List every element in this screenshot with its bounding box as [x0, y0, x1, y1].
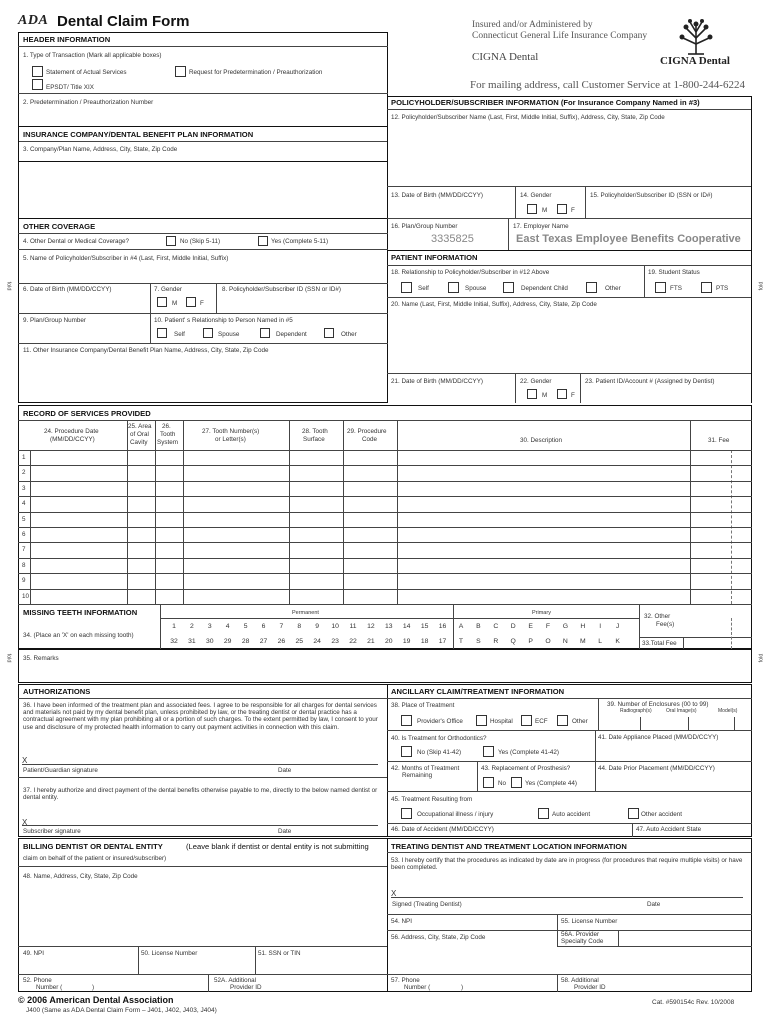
appliance-date-label: 41. Date Appliance Placed (MM/DD/CCYY): [598, 734, 719, 741]
edge-mark-right-1: fold: [758, 281, 765, 291]
col-24-header-sub: (MM/DD/CCYY): [50, 436, 95, 443]
permanent-tooth[interactable]: 8: [297, 623, 302, 630]
gender-22-f: F: [571, 392, 575, 399]
permanent-tooth[interactable]: 32: [170, 638, 178, 645]
patient-relationship-5-label: 10. Patient' s Relationship to Person Named in #5: [154, 317, 293, 324]
total-fee-label: 33.Total Fee: [642, 640, 677, 647]
occupational-label: Occupational illness / injury: [417, 811, 494, 818]
gender-14-f-checkbox[interactable]: [557, 204, 567, 214]
subscriber-date-label: Date: [278, 828, 292, 835]
ortho-yes-checkbox[interactable]: [483, 746, 494, 757]
subscriber-id-15-label: 15. Policyholder/Subscriber ID (SSN or ID#): [590, 192, 713, 199]
primary-tooth[interactable]: R: [493, 638, 499, 645]
policyholder-name-label: 12. Policyholder/Subscriber Name (Last, First, Middle Initial, Suffix), Address, City, State, Zip Code: [391, 114, 665, 121]
cigna-logo-text: CIGNA Dental: [660, 55, 730, 67]
rel5-other-checkbox[interactable]: [324, 328, 334, 338]
service-row-number: 3: [22, 484, 26, 492]
primary-tooth[interactable]: L: [598, 638, 603, 645]
col-24-header: 24. Procedure Date: [44, 428, 99, 435]
policyholder-title: POLICYHOLDER/SUBSCRIBER INFORMATION (For Insurance Company Named in #3): [391, 98, 700, 107]
rel5-spouse: Spouse: [218, 331, 240, 338]
insurance-title: INSURANCE COMPANY/DENTAL BENEFIT PLAN INFORMATION: [23, 130, 254, 139]
service-row-number: 5: [22, 515, 26, 523]
permanent-tooth[interactable]: 14: [402, 623, 411, 630]
service-row[interactable]: [30, 590, 750, 603]
epsdt-checkbox[interactable]: [32, 79, 43, 90]
treating-additional-id-label: 58. Additional: [561, 977, 599, 984]
col-31-header: 31. Fee: [708, 437, 730, 444]
primary-label: Primary: [532, 610, 551, 616]
other-gender-m-checkbox[interactable]: [157, 297, 167, 307]
col-29-header: 29. Procedure: [347, 428, 387, 435]
other-coverage-yes-label: Yes (Complete 5-11): [271, 238, 329, 245]
billing-name-label: 48. Name, Address, City, State, Zip Code: [23, 873, 138, 880]
other-place-checkbox[interactable]: [557, 715, 568, 726]
primary-tooth[interactable]: G: [562, 623, 569, 630]
gender-22-f-checkbox[interactable]: [557, 389, 567, 399]
gender-14-label: 14. Gender: [520, 192, 552, 199]
ancillary-title: ANCILLARY CLAIM/TREATMENT INFORMATION: [391, 687, 565, 696]
primary-tooth[interactable]: H: [580, 623, 586, 630]
specialty-code-label: 56A. Provider: [561, 931, 600, 938]
col-26-header-2: Tooth: [160, 431, 176, 438]
rel18-self: Self: [418, 285, 429, 292]
billing-additional-id-label: 52A. Additional: [214, 977, 257, 984]
authorization-36-text: 36. I have been informed of the treatment plan and associated fees. I agree to be responsible for all charges for dental services and materials not paid by my dental benefit plan, unless prohibited by law, or the treating dentist or dental practice has a contractual agreement with my plan prohibiting all or a portion of such charges. To the extent permitted by law, I consent to your use and disclosure of my protected health information to carry out payment activities in connection with this claim.: [23, 702, 378, 731]
permanent-tooth[interactable]: 21: [367, 638, 375, 645]
services-title: RECORD OF SERVICES PROVIDED: [23, 409, 151, 418]
permanent-tooth[interactable]: 19: [402, 638, 411, 645]
service-row[interactable]: [30, 482, 750, 495]
permanent-tooth[interactable]: 7: [279, 623, 284, 630]
rel5-other: Other: [341, 331, 357, 338]
employer-name-value[interactable]: East Texas Employee Benefits Cooperative: [516, 233, 741, 245]
prosthesis-yes-checkbox[interactable]: [511, 777, 522, 788]
billing-phone-label: 52. Phone: [23, 977, 52, 984]
prior-placement-label: 44. Date Prior Placement (MM/DD/CCYY): [598, 765, 715, 772]
primary-tooth[interactable]: S: [476, 638, 481, 645]
treating-certify-text: 53. I hereby certify that the procedures as indicated by date are in progress (for procedures that require multiple visits) or have been completed.: [391, 857, 743, 872]
pts-label: PTS: [716, 285, 729, 292]
prosthesis-no-label: No: [498, 780, 507, 787]
auto-accident-label: Auto accident: [552, 811, 591, 818]
billing-subtitle: (Leave blank if dentist or dental entity is not submitting: [186, 842, 369, 851]
plan-group-number-value[interactable]: 3335825: [431, 233, 474, 245]
permanent-tooth[interactable]: 29: [223, 638, 232, 645]
ada-logo: ADA: [18, 13, 49, 28]
rel18-other-checkbox[interactable]: [586, 282, 597, 293]
treating-npi-label: 54. NPI: [391, 918, 412, 925]
primary-tooth[interactable]: P: [528, 638, 533, 645]
primary-tooth[interactable]: N: [562, 638, 568, 645]
subscriber-sig-label: Subscriber signature: [23, 828, 81, 835]
header-title: HEADER INFORMATION: [23, 35, 111, 44]
rel18-dependent: Dependent Child: [521, 285, 568, 292]
employer-name-label: 17. Employer Name: [513, 223, 569, 230]
remarks-label: 35. Remarks: [23, 655, 59, 662]
col-27-header: 27. Tooth Number(s): [202, 428, 260, 435]
other-gender-m: M: [172, 300, 178, 307]
col-25-header-3: Cavity: [130, 439, 148, 446]
cigna-dental-text: CIGNA Dental: [472, 51, 539, 63]
enclosures-label: 39. Number of Enclosures (00 to 99): [607, 701, 709, 708]
permanent-tooth[interactable]: 23: [331, 638, 339, 645]
fts-checkbox[interactable]: [655, 282, 666, 293]
permanent-tooth[interactable]: 25: [295, 638, 304, 645]
other-gender-label: 7. Gender: [154, 286, 183, 293]
mailing-note: For mailing address, call Customer Service at 1-800-244-6224: [470, 79, 745, 91]
primary-tooth[interactable]: F: [545, 623, 551, 630]
edge-mark-left-1: fold: [5, 281, 12, 291]
ortho-yes-label: Yes (Complete 41-42): [498, 749, 560, 756]
service-row-number: 4: [22, 500, 26, 508]
service-row[interactable]: [30, 513, 750, 526]
col-25-header: 25. Area: [128, 423, 152, 430]
billing-license-label: 50. License Number: [141, 950, 198, 957]
authorizations-title: AUTHORIZATIONS: [23, 687, 91, 696]
hospital-checkbox[interactable]: [476, 715, 487, 726]
permanent-tooth[interactable]: 9: [315, 623, 320, 630]
col-28-header: 28. Tooth: [302, 428, 328, 435]
dob-13-label: 13. Date of Birth (MM/DD/CCYY): [391, 192, 484, 199]
gender-14-f: F: [571, 207, 575, 214]
other-coverage-question: 4. Other Dental or Medical Coverage?: [23, 238, 130, 245]
primary-tooth[interactable]: M: [579, 638, 586, 645]
other-subscriber-id-label: 8. Policyholder/Subscriber ID (SSN or ID#): [222, 286, 341, 293]
dob-21-label: 21. Date of Birth (MM/DD/CCYY): [391, 378, 484, 385]
patient-sig-x: X: [22, 756, 28, 765]
primary-tooth[interactable]: B: [476, 623, 481, 630]
rel5-self: Self: [174, 331, 185, 338]
billing-phone-close: ): [92, 984, 95, 991]
ecf-label: ECF: [535, 718, 548, 725]
col-28-header-sub: Surface: [303, 436, 325, 443]
permanent-tooth[interactable]: 26: [277, 638, 286, 645]
authorization-37-text: 37. I hereby authorize and direct payment of the dental benefits otherwise payable to me, directly to the below named dentist or dental entity.: [23, 787, 378, 802]
predetermination-number-label: 2. Predetermination / Preauthorization Number: [23, 99, 154, 106]
primary-tooth[interactable]: D: [510, 623, 516, 630]
service-row[interactable]: [30, 466, 750, 479]
permanent-tooth[interactable]: 17: [438, 638, 447, 645]
permanent-tooth[interactable]: 2: [190, 623, 194, 630]
service-row-number: 8: [22, 561, 26, 569]
edge-mark-right-2: fold: [758, 653, 765, 663]
insured-line-1: Insured and/or Administered by: [472, 20, 593, 30]
orthodontics-label: 40. Is Treatment for Orthodontics?: [391, 735, 487, 742]
j400-note: J400 (Same as ADA Dental Claim Form – J401, J402, J403, J404): [26, 1007, 217, 1014]
other-place-label: Other: [572, 718, 588, 725]
billing-ssn-label: 51. SSN or TIN: [258, 950, 301, 957]
permanent-tooth[interactable]: 22: [349, 638, 357, 645]
primary-tooth[interactable]: J: [615, 623, 620, 630]
service-row[interactable]: [30, 559, 750, 572]
ecf-checkbox[interactable]: [521, 715, 532, 726]
prosthesis-label: 43. Replacement of Prosthesis?: [481, 765, 571, 772]
other-coverage-no-checkbox[interactable]: [166, 236, 176, 246]
primary-tooth[interactable]: K: [615, 638, 620, 645]
treating-additional-id-label-2: Provider ID: [574, 984, 606, 991]
other-insurance-company-label: 11. Other Insurance Company/Dental Benefit Plan Name, Address, City, State, Zip Code: [23, 347, 269, 354]
col-29-header-sub: Code: [362, 436, 378, 443]
epsdt-label: EPSDT/ Title XIX: [46, 84, 94, 91]
occupational-checkbox[interactable]: [401, 808, 412, 819]
other-coverage-section: [18, 218, 388, 403]
service-row-number: 6: [22, 531, 26, 538]
permanent-tooth[interactable]: 24: [313, 638, 321, 645]
service-row-number: 2: [22, 469, 26, 477]
treating-phone-close: ): [461, 984, 464, 991]
rel5-spouse-checkbox[interactable]: [203, 328, 213, 338]
accident-state-label: 47. Auto Accident State: [636, 826, 702, 833]
treating-address-label: 56. Address, City, State, Zip Code: [391, 934, 486, 941]
other-plan-number-label: 9. Plan/Group Number: [23, 317, 86, 324]
treating-sig-x: X: [391, 889, 397, 898]
treating-phone-label-2: Number (: [404, 984, 431, 991]
tree-icon: [676, 16, 716, 56]
fts-label: FTS: [670, 285, 682, 292]
col-26-header: 26.: [162, 423, 171, 430]
prosthesis-yes-label: Yes (Complete 44): [525, 780, 577, 787]
permanent-tooth[interactable]: 28: [241, 638, 250, 645]
treating-phone-label: 57. Phone: [391, 977, 420, 984]
rel18-spouse-checkbox[interactable]: [448, 282, 459, 293]
permanent-tooth[interactable]: 30: [206, 638, 214, 645]
other-accident-checkbox[interactable]: [628, 808, 639, 819]
catalog-number: Cat. #590154c Rev. 10/2008: [652, 999, 735, 1006]
permanent-tooth[interactable]: 16: [438, 623, 447, 630]
permanent-tooth[interactable]: 3: [207, 623, 212, 630]
auto-accident-checkbox[interactable]: [538, 808, 549, 819]
gender-14-m: M: [542, 207, 548, 214]
predetermination-checkbox[interactable]: [175, 66, 186, 77]
other-coverage-no-label: No (Skip 5-11): [180, 238, 221, 245]
permanent-label: Permanent: [292, 610, 319, 616]
oral-images-label: Oral Image(s): [666, 708, 697, 714]
other-dob-label: 6. Date of Birth (MM/DD/CCYY): [23, 286, 112, 293]
months-treatment-label-2: Remaining: [402, 772, 433, 779]
patient-name-label: 20. Name (Last, First, Middle Initial, Suffix), Address, City, State, Zip Code: [391, 301, 597, 308]
other-accident-label: Other accident: [641, 811, 682, 818]
patient-date-label: Date: [278, 767, 292, 774]
edge-mark-left-2: fold: [5, 653, 12, 663]
primary-tooth[interactable]: T: [458, 638, 464, 645]
permanent-tooth[interactable]: 6: [261, 623, 266, 630]
treating-signed-label: Signed (Treating Dentist): [392, 901, 462, 908]
type-of-transaction-label: 1. Type of Transaction (Mark all applicable boxes): [23, 52, 162, 59]
permanent-tooth[interactable]: 10: [331, 623, 339, 630]
gender-22-m-checkbox[interactable]: [527, 389, 537, 399]
models-label: Model(s): [718, 708, 738, 714]
place-of-treatment-label: 38. Place of Treatment: [391, 702, 455, 709]
permanent-tooth[interactable]: 13: [385, 623, 393, 630]
gender-22-m: M: [542, 392, 548, 399]
service-row[interactable]: [30, 528, 750, 541]
service-row-number: 7: [22, 546, 26, 554]
permanent-tooth[interactable]: 11: [349, 623, 357, 630]
gender-22-label: 22. Gender: [520, 378, 552, 385]
primary-tooth[interactable]: O: [545, 638, 551, 645]
primary-tooth[interactable]: A: [458, 623, 464, 630]
rel5-self-checkbox[interactable]: [157, 328, 167, 338]
statement-checkbox[interactable]: [32, 66, 43, 77]
primary-tooth[interactable]: C: [493, 623, 499, 630]
permanent-tooth[interactable]: 1: [172, 623, 176, 630]
relationship-18-label: 18. Relationship to Policyholder/Subscriber in #12 Above: [391, 269, 550, 276]
cigna-logo: [676, 16, 716, 56]
col-25-header-2: of Oral: [130, 431, 149, 438]
col-27-header-sub: or Letter(s): [215, 436, 246, 443]
service-row[interactable]: [30, 451, 750, 464]
pts-checkbox[interactable]: [701, 282, 712, 293]
patient-sig-label: Patient/Guardian signature: [23, 767, 98, 774]
service-row[interactable]: [30, 543, 750, 556]
rel18-spouse: Spouse: [465, 285, 487, 292]
remarks-section: [18, 649, 752, 683]
permanent-tooth[interactable]: 5: [243, 623, 248, 630]
other-gender-f: F: [200, 300, 204, 307]
other-coverage-yes-checkbox[interactable]: [258, 236, 268, 246]
billing-phone-label-2: Number (: [36, 984, 63, 991]
billing-subtitle-2: claim on behalf of the patient or insured/subscriber): [23, 855, 167, 862]
other-gender-f-checkbox[interactable]: [186, 297, 196, 307]
billing-title: BILLING DENTIST OR DENTAL ENTITY: [23, 842, 163, 851]
radiographs-label: Radiograph(s): [620, 708, 652, 714]
permanent-tooth[interactable]: 31: [188, 638, 196, 645]
specialty-code-label-2: Specialty Code: [561, 938, 604, 945]
treatment-resulting-label: 45. Treatment Resulting from: [391, 796, 473, 803]
student-status-label: 19. Student Status: [648, 269, 700, 276]
permanent-tooth[interactable]: 27: [259, 638, 268, 645]
rel5-dependent-checkbox[interactable]: [260, 328, 270, 338]
rel18-dependent-checkbox[interactable]: [503, 282, 514, 293]
patient-id-23-label: 23. Patient ID/Account # (Assigned by Dentist): [585, 378, 715, 385]
permanent-tooth[interactable]: 4: [225, 623, 230, 630]
other-fees-label-2: Fee(s): [656, 621, 675, 628]
insured-line-2: Connecticut General Life Insurance Company: [472, 31, 648, 41]
gender-14-m-checkbox[interactable]: [527, 204, 537, 214]
plan-group-number-label: 16. Plan/Group Number: [391, 223, 458, 230]
statement-label: Statement of Actual Services: [46, 69, 127, 76]
primary-tooth[interactable]: Q: [510, 638, 516, 645]
permanent-tooth[interactable]: 15: [420, 623, 429, 630]
company-plan-label: 3. Company/Plan Name, Address, City, State, Zip Code: [23, 146, 178, 153]
service-row-number: 9: [22, 577, 26, 585]
billing-npi-label: 49. NPI: [23, 950, 44, 957]
rel18-other: Other: [605, 285, 621, 292]
hospital-label: Hospital: [490, 718, 513, 725]
primary-tooth[interactable]: E: [528, 623, 533, 630]
service-row[interactable]: [30, 574, 750, 587]
treating-date-label: Date: [647, 901, 661, 908]
prosthesis-no-checkbox[interactable]: [483, 777, 494, 788]
service-row-number: 1: [22, 454, 26, 461]
form-title: Dental Claim Form: [57, 13, 190, 30]
billing-additional-id-label-2: Provider ID: [230, 984, 262, 991]
rel5-dependent: Dependent: [276, 331, 307, 338]
accident-date-label: 46. Date of Accident (MM/DD/CCYY): [391, 826, 494, 833]
rel18-self-checkbox[interactable]: [401, 282, 412, 293]
col-30-header: 30. Description: [520, 437, 562, 444]
permanent-tooth[interactable]: 12: [367, 623, 375, 630]
missing-teeth-instruction: 34. (Place an 'X' on each missing tooth): [23, 632, 134, 639]
months-treatment-label: 42. Months of Treatment: [391, 765, 460, 772]
provider-office-checkbox[interactable]: [401, 715, 412, 726]
treating-license-label: 55. License Number: [561, 918, 618, 925]
primary-tooth[interactable]: I: [599, 623, 602, 630]
other-fees-label: 32. Other: [644, 613, 671, 620]
service-row[interactable]: [30, 497, 750, 510]
copyright: © 2006 American Dental Association: [18, 995, 174, 1005]
service-row-number: 10: [22, 592, 30, 600]
policyholder-name-4-label: 5. Name of Policyholder/Subscriber in #4 (Last, First, Middle Initial, Suffix): [23, 255, 229, 262]
permanent-tooth[interactable]: 20: [385, 638, 393, 645]
ortho-no-label: No (Skip 41-42): [417, 749, 462, 756]
provider-office-label: Provider's Office: [417, 718, 463, 725]
permanent-tooth[interactable]: 18: [420, 638, 429, 645]
patient-title: PATIENT INFORMATION: [391, 253, 478, 262]
col-26-header-3: System: [157, 439, 178, 446]
missing-teeth-title: MISSING TEETH INFORMATION: [23, 608, 138, 617]
ortho-no-checkbox[interactable]: [401, 746, 412, 757]
predetermination-label: Request for Predetermination / Preauthorization: [189, 69, 323, 76]
treating-title: TREATING DENTIST AND TREATMENT LOCATION INFORMATION: [391, 842, 627, 851]
other-coverage-title: OTHER COVERAGE: [23, 222, 96, 231]
subscriber-sig-x: X: [22, 818, 28, 827]
